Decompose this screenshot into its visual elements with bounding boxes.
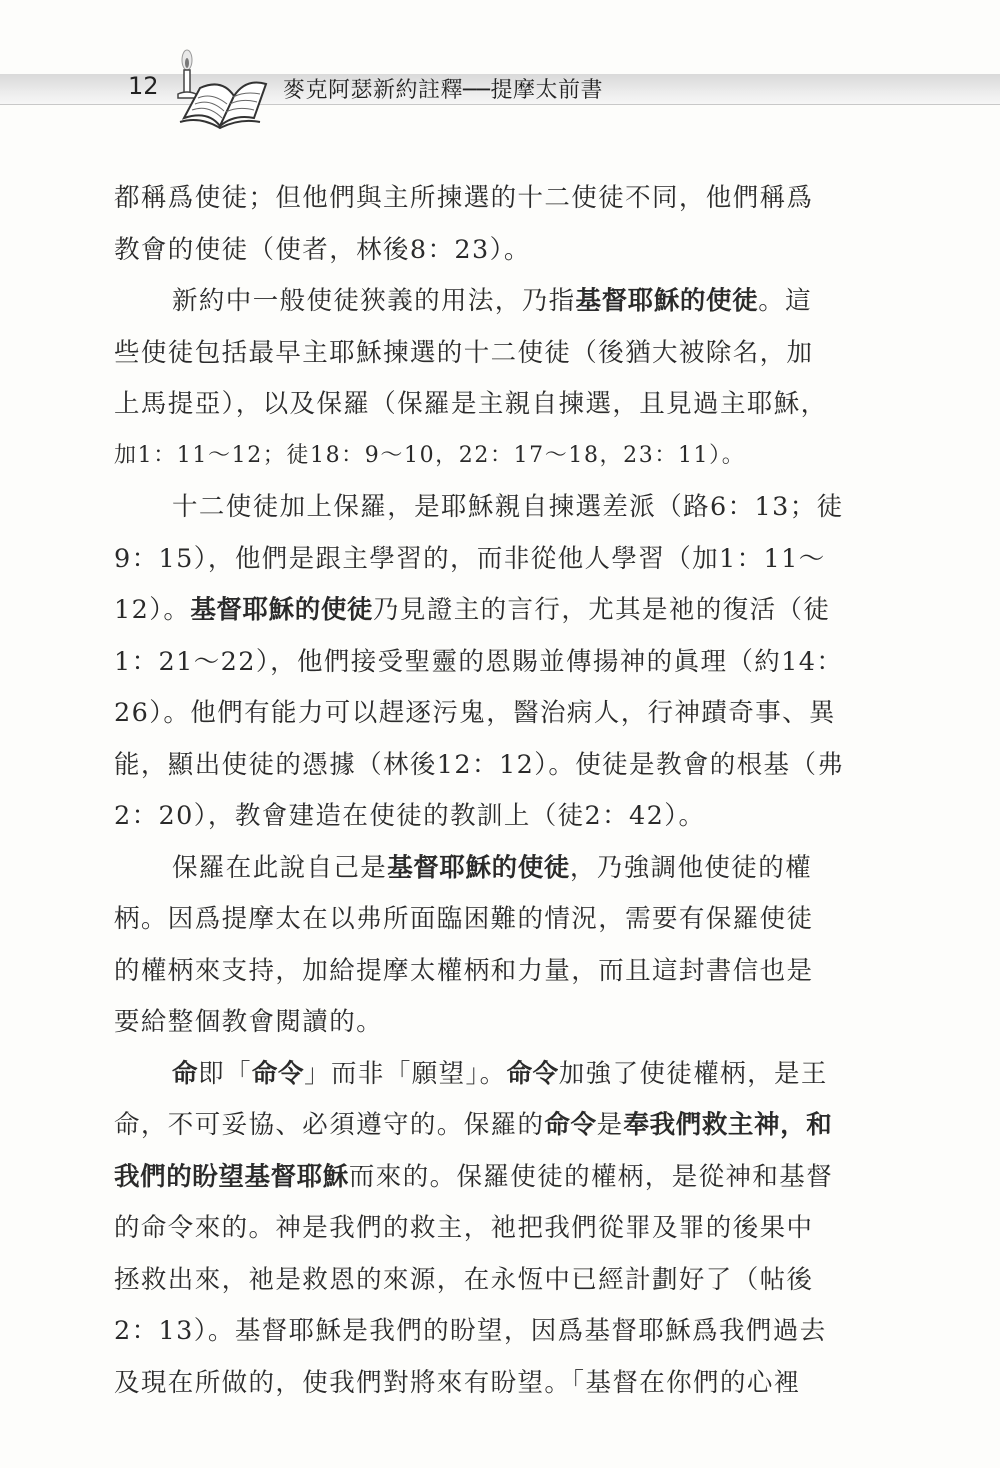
text-line: 能，顯出使徒的憑據（林後12：12）。使徒是教會的根基（弗 <box>114 749 845 780</box>
text-line: 些使徒包括最早主耶穌揀選的十二使徒（後猶大被除名，加 <box>114 337 814 368</box>
text-line: 12）。基督耶穌的使徒乃見證主的言行，尤其是祂的復活（徒 <box>114 595 831 625</box>
text-line: 柄。因爲提摩太在以弗所面臨困難的情況，需要有保羅使徒 <box>114 904 814 934</box>
header-rule <box>0 104 1000 105</box>
text-line: 我們的盼望基督耶穌而來的。保羅使徒的權柄，是從神和基督 <box>114 1161 834 1192</box>
text-line: 26）。他們有能力可以趕逐污鬼，醫治病人，行神蹟奇事、異 <box>114 698 836 728</box>
text-line: 教會的使徒（使者，林後8：23）。 <box>114 234 531 265</box>
text-line: 拯救出來，祂是救恩的來源，在永恆中已經計劃好了（帖後 <box>114 1264 814 1295</box>
running-title: 麥克阿瑟新約註釋──提摩太前書 <box>283 78 603 103</box>
body-text <box>114 176 900 1412</box>
text-line: 新約中一般使徒狹義的用法，乃指基督耶穌的使徒。這 <box>172 286 813 316</box>
text-line: 的命令來的。神是我們的救主，祂把我們從罪及罪的後果中 <box>114 1213 814 1243</box>
text-line: 9：15），他們是跟主學習的，而非從他人學習（加1：11～ <box>114 543 826 574</box>
text-line: 加1：11～12；徒18：9～10，22：17～18，23：11）。 <box>114 442 746 468</box>
text-line: 及現在所做的，使我們對將來有盼望。「基督在你們的心裡 <box>114 1367 801 1398</box>
text-line: 要給整個教會閱讀的。 <box>114 1007 384 1037</box>
text-line: 都稱爲使徒；但他們與主所揀選的十二使徒不同，他們稱爲 <box>114 183 814 213</box>
text-line: 十二使徒加上保羅，是耶穌親自揀選差派（路6：13；徒 <box>172 492 844 522</box>
text-line: 命即「命令」而非「願望」。命令加強了使徒權柄，是王 <box>172 1058 828 1089</box>
text-line: 上馬提亞），以及保羅（保羅是主親自揀選，且見過主耶穌， <box>114 389 828 419</box>
text-line: 1：21～22），他們接受聖靈的恩賜並傳揚神的眞理（約14： <box>114 646 844 677</box>
text-line: 命，不可妥協、必須遵守的。保羅的命令是奉我們救主神，和 <box>114 1110 833 1140</box>
text-line: 2：20），教會建造在使徒的教訓上（徒2：42）。 <box>114 801 706 831</box>
text-line: 的權柄來支持，加給提摩太權柄和力量，而且這封書信也是 <box>114 955 814 986</box>
page-number: 12 <box>128 72 159 100</box>
text-line: 2：13）。基督耶穌是我們的盼望，因爲基督耶穌爲我們過去 <box>114 1316 827 1346</box>
open-book-candle-icon <box>170 48 270 130</box>
text-line: 保羅在此說自己是基督耶穌的使徒，乃強調他使徒的權 <box>172 852 813 883</box>
